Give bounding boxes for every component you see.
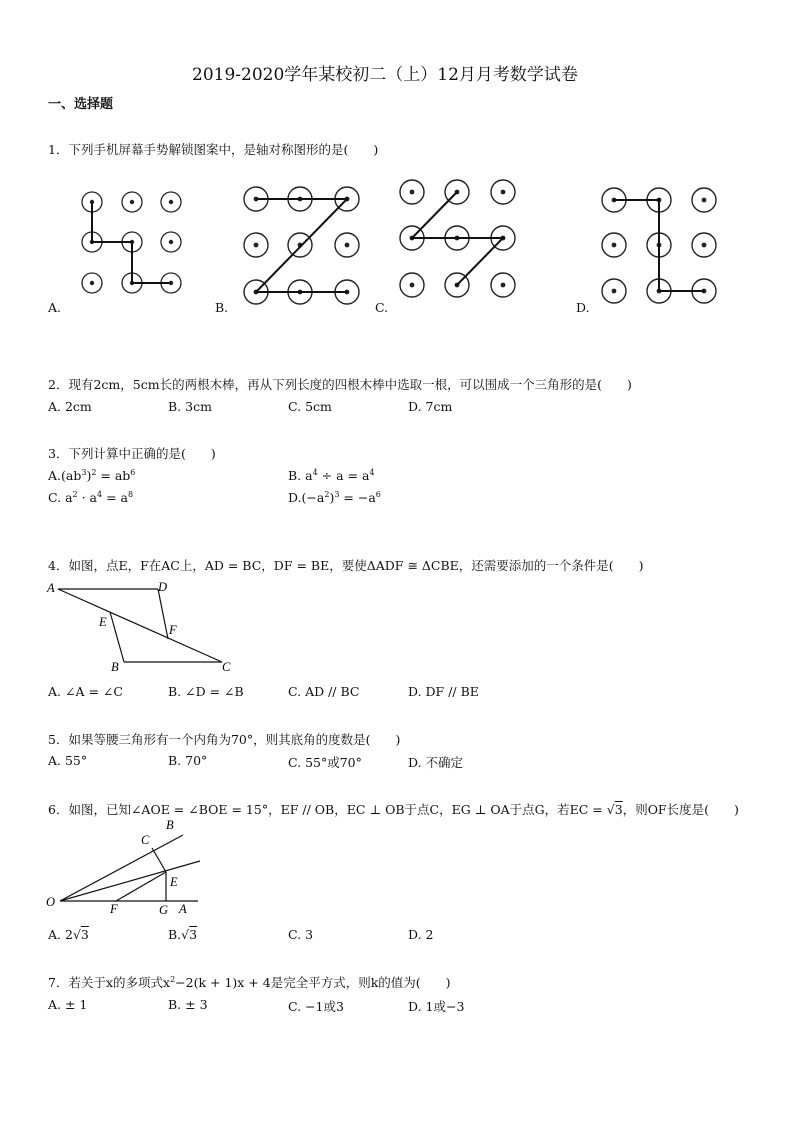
label-o: O: [46, 895, 56, 909]
sqrt-sign: √: [181, 927, 190, 942]
q1-option-c: C.: [375, 300, 389, 315]
label-a: A: [47, 581, 55, 595]
sqrt-radicand: 3: [80, 927, 89, 942]
q6-stem-text: ，则OF长度是( ): [622, 802, 739, 817]
q3c-text: = a: [102, 490, 128, 506]
q6-option-d: D. 2: [408, 927, 434, 942]
q5-option-d: D. 不确定: [408, 755, 464, 770]
label-b: B: [166, 818, 174, 832]
q4-option-d: D. DF // BE: [408, 684, 479, 699]
q3-option-d: [288, 490, 381, 505]
q1-option-a: A.: [48, 300, 62, 315]
q7-option-d: D. 1或−3: [408, 999, 465, 1014]
q3-option-c: [48, 490, 133, 505]
q3-option-b: [288, 468, 375, 483]
q5-option-c: C. 55°或70°: [288, 755, 362, 770]
pattern-a: [82, 192, 181, 293]
question-7-stem: [48, 973, 451, 991]
pattern-b: [244, 187, 359, 304]
page-title: 2019-2020学年某校初二（上）12月月考数学试卷: [192, 65, 578, 85]
q4-figure: [40, 576, 240, 676]
q6-option-c: C. 3: [288, 927, 314, 942]
q3d-text: D.(−a: [288, 490, 325, 506]
q2-option-d: D. 7cm: [408, 399, 453, 414]
question-4-stem: 4．如图，点E，F在AC上，AD = BC，DF = BE，要使ΔADF ≅ ΔCBE，还需要添加的一个条件是( ): [48, 558, 644, 573]
q3a-text: A.(ab: [48, 468, 82, 484]
q3c-sup: 4: [97, 490, 103, 499]
sqrt-radicand: 3: [189, 927, 198, 942]
q7-sup: 2: [170, 974, 176, 984]
q3a-text: = ab: [96, 468, 131, 484]
label-d: D: [158, 580, 168, 594]
q1-option-figures: [0, 175, 794, 315]
question-1-stem: 1．下列手机屏幕手势解锁图案中，是轴对称图形的是( ): [48, 142, 379, 157]
label-g: G: [159, 903, 169, 917]
q3b-text: ÷ a = a: [317, 468, 370, 484]
q3a-text: ): [86, 468, 92, 484]
q6-figure: [40, 815, 240, 920]
q5-option-a: A. 55°: [48, 753, 88, 768]
q4-option-c: C. AD // BC: [288, 684, 360, 699]
q3c-text: · a: [77, 490, 97, 506]
q3c-sup: 2: [72, 490, 78, 499]
q3d-sup: 2: [324, 490, 330, 499]
q3a-sup: 3: [81, 468, 87, 477]
question-2-stem: 2．现有2cm，5cm长的两根木棒，再从下列长度的四根木棒中选取一根，可以围成一个三角形的是( ): [48, 377, 632, 392]
q7-stem-text: −2(k + 1)x + 4是完全平方式，则k的值为( ): [175, 975, 451, 990]
q7-stem-text: 7．若关于x的多项式x: [48, 975, 171, 990]
section-heading: 一、选择题: [48, 97, 114, 112]
q3d-sup: 3: [334, 490, 340, 499]
q6-option-b: [168, 927, 197, 942]
label-c: C: [222, 660, 231, 674]
q4-option-a: A. ∠A = ∠C: [48, 684, 123, 699]
q6a-text: A. 2: [48, 927, 73, 942]
label-c: C: [141, 833, 150, 847]
label-a: A: [179, 902, 187, 916]
label-e: E: [99, 615, 107, 629]
q1-option-d: D.: [576, 300, 590, 315]
q3b-sup: 4: [312, 468, 318, 477]
sqrt-sign: √: [72, 927, 81, 942]
q2-option-c: C. 5cm: [288, 399, 332, 414]
q4-option-b: B. ∠D = ∠B: [168, 684, 244, 699]
q3d-sup: 6: [375, 490, 381, 499]
question-5-stem: 5．如果等腰三角形有一个内角为70°，则其底角的度数是( ): [48, 732, 401, 747]
q2-option-b: B. 3cm: [168, 399, 212, 414]
question-3-stem: 3．下列计算中正确的是( ): [48, 446, 216, 461]
pattern-d: [602, 188, 716, 303]
q6b-text: B.: [168, 927, 182, 942]
label-f: F: [169, 623, 177, 637]
q6-stem-text: 6．如图，已知∠AOE = ∠BOE = 15°，EF // OB，EC ⊥ OB于点C，EG ⊥ OA于点G，若EC =: [48, 802, 607, 817]
label-b: B: [111, 660, 119, 674]
label-e: E: [170, 875, 178, 889]
q2-option-a: A. 2cm: [48, 399, 92, 414]
q3d-text: = −a: [339, 490, 376, 506]
sqrt-radicand: 3: [614, 802, 623, 817]
q6-option-a: [48, 927, 89, 942]
q3d-text: ): [329, 490, 335, 506]
label-f: F: [110, 902, 118, 916]
q7-option-b: B. ± 3: [168, 997, 208, 1012]
q3-option-a: [48, 468, 135, 483]
q3b-sup: 4: [369, 468, 375, 477]
q3b-text: B. a: [288, 468, 313, 484]
q7-option-c: C. −1或3: [288, 999, 344, 1014]
sqrt-sign: √: [606, 802, 615, 817]
q3c-sup: 8: [127, 490, 134, 499]
q3c-text: C. a: [48, 490, 73, 506]
q3a-sup: 2: [91, 468, 97, 477]
q5-option-b: B. 70°: [168, 753, 208, 768]
q3a-sup: 6: [130, 468, 136, 477]
q1-option-b: B.: [215, 300, 229, 315]
pattern-c: [400, 180, 515, 297]
q7-option-a: A. ± 1: [48, 997, 88, 1012]
